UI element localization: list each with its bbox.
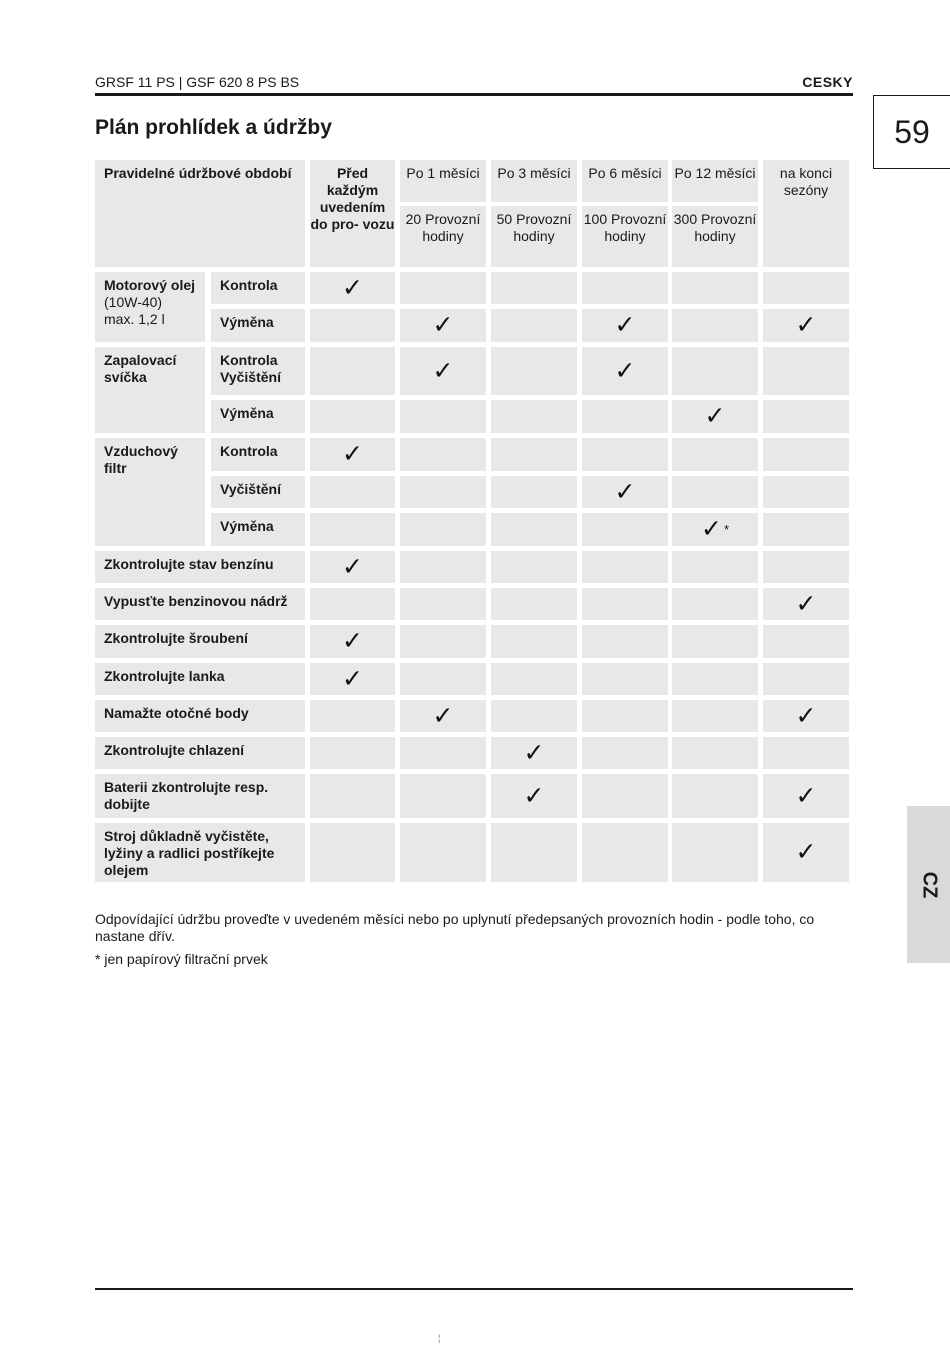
before-use-header: Před každým uvedením do pro- vozu — [310, 160, 395, 267]
check-icon: ✓ — [795, 838, 817, 866]
schedule-cell — [763, 737, 849, 769]
schedule-cell — [582, 551, 668, 583]
col-hours-header: 50 Provozní hodiny — [491, 206, 577, 267]
schedule-cell — [763, 309, 849, 342]
schedule-cell — [400, 438, 486, 471]
schedule-cell — [400, 347, 486, 395]
col-months-header: Po 6 měsíci — [582, 160, 668, 202]
row-label: Stroj důkladně vyčistěte, lyžiny a radlici postříkejte olejem — [95, 823, 305, 882]
schedule-cell — [310, 272, 395, 304]
schedule-cell — [491, 737, 577, 769]
schedule-cell — [491, 551, 577, 583]
schedule-cell — [582, 272, 668, 304]
row-label: Kontrola — [211, 272, 305, 304]
schedule-cell — [763, 774, 849, 818]
row-label: Výměna — [211, 400, 305, 433]
check-icon: ✓ — [795, 781, 817, 810]
schedule-cell — [672, 774, 758, 818]
header-model: GRSF 11 PS | GSF 620 8 PS BS — [95, 74, 300, 90]
schedule-cell — [672, 309, 758, 342]
header-language: CESKY — [802, 74, 853, 90]
schedule-cell — [310, 700, 395, 732]
check-icon: ✓ — [700, 515, 722, 543]
schedule-cell — [582, 625, 668, 658]
schedule-cell — [672, 438, 758, 471]
schedule-cell — [400, 588, 486, 620]
schedule-cell — [672, 272, 758, 304]
schedule-cell — [310, 551, 395, 583]
schedule-cell — [491, 400, 577, 433]
language-code: CZ — [918, 871, 940, 898]
schedule-cell — [400, 737, 486, 769]
check-icon: ✓ — [342, 664, 363, 693]
schedule-cell — [491, 588, 577, 620]
schedule-cell — [400, 700, 486, 732]
schedule-cell — [763, 588, 849, 620]
schedule-cell — [672, 551, 758, 583]
schedule-cell — [763, 625, 849, 658]
header-rule — [95, 93, 853, 96]
footnote: * jen papírový filtrační prvek — [95, 951, 268, 967]
schedule-cell — [400, 476, 486, 508]
schedule-cell — [672, 513, 758, 546]
group-air-filter: Vzduchový filtr — [95, 438, 205, 546]
row-label: Výměna — [211, 309, 305, 342]
schedule-cell — [763, 400, 849, 433]
schedule-cell — [582, 438, 668, 471]
schedule-cell — [763, 513, 849, 546]
schedule-cell — [763, 700, 849, 732]
schedule-cell — [400, 663, 486, 695]
schedule-cell — [491, 625, 577, 658]
check-icon: ✓ — [342, 627, 363, 655]
schedule-cell — [582, 476, 668, 508]
schedule-cell — [491, 823, 577, 882]
season-end-header: na konci sezóny — [763, 160, 849, 267]
schedule-cell — [672, 823, 758, 882]
schedule-cell — [400, 551, 486, 583]
group-spark-plug: Zapalovací svíčka — [95, 347, 205, 433]
schedule-cell — [491, 272, 577, 304]
schedule-cell — [672, 700, 758, 732]
check-icon: ✓ — [795, 311, 817, 339]
schedule-cell — [310, 438, 395, 471]
schedule-cell — [672, 588, 758, 620]
row-label: Zkontrolujte stav benzínu — [95, 551, 305, 583]
check-icon: ✓ — [342, 552, 363, 581]
schedule-cell — [310, 823, 395, 882]
schedule-cell — [310, 737, 395, 769]
schedule-cell — [582, 588, 668, 620]
schedule-cell — [763, 347, 849, 395]
check-icon: ✓ — [704, 402, 726, 430]
schedule-cell — [582, 513, 668, 546]
check-icon: ✓ — [432, 701, 454, 730]
schedule-cell — [672, 347, 758, 395]
row-label: Vypusťte benzinovou nádrž — [95, 588, 305, 620]
schedule-cell — [310, 588, 395, 620]
schedule-cell — [582, 737, 668, 769]
col-hours-header: 100 Provozní hodiny — [582, 206, 668, 267]
row-label-line: Vyčištění — [220, 369, 281, 385]
check-icon: ✓ — [795, 701, 817, 730]
schedule-cell — [763, 272, 849, 304]
schedule-cell — [763, 551, 849, 583]
schedule-cell — [310, 309, 395, 342]
schedule-cell — [310, 625, 395, 658]
check-icon: ✓ — [614, 356, 636, 385]
schedule-cell — [672, 737, 758, 769]
schedule-cell — [491, 700, 577, 732]
schedule-cell — [310, 774, 395, 818]
row-label: Výměna — [211, 513, 305, 546]
schedule-cell — [491, 476, 577, 508]
row-label: Zkontrolujte lanka — [95, 663, 305, 695]
schedule-cell — [400, 309, 486, 342]
maintenance-note: Odpovídající údržbu proveďte v uvedeném měsíci nebo po uplynutí předepsaných provozních hodin - podle toho, co nastane dřív. — [95, 911, 815, 944]
page-number: 59 — [873, 95, 950, 169]
schedule-cell — [400, 823, 486, 882]
schedule-cell — [582, 663, 668, 695]
schedule-cell — [310, 400, 395, 433]
schedule-cell — [582, 309, 668, 342]
group-name: Motorový olej — [104, 277, 196, 293]
footer-rule — [95, 1288, 853, 1290]
schedule-cell — [763, 438, 849, 471]
check-icon: ✓ — [523, 738, 545, 767]
row-label-line: Kontrola — [220, 352, 278, 368]
schedule-cell — [582, 347, 668, 395]
check-icon: ✓ — [614, 311, 636, 339]
row-label: Baterii zkontrolujte resp. dobijte — [95, 774, 305, 818]
schedule-cell — [310, 663, 395, 695]
schedule-cell — [672, 625, 758, 658]
check-icon: ✓ — [523, 781, 545, 810]
schedule-cell — [491, 663, 577, 695]
schedule-cell — [491, 309, 577, 342]
schedule-cell — [310, 476, 395, 508]
row-label: Namažte otočné body — [95, 700, 305, 732]
schedule-cell — [400, 513, 486, 546]
row-label: Vyčištění — [211, 476, 305, 508]
schedule-cell — [763, 823, 849, 882]
schedule-cell — [491, 513, 577, 546]
schedule-cell — [400, 625, 486, 658]
col-months-header: Po 1 měsíci — [400, 160, 486, 202]
schedule-cell — [672, 476, 758, 508]
check-icon: ✓ — [342, 273, 363, 302]
schedule-cell — [491, 774, 577, 818]
check-icon: ✓ — [342, 440, 363, 468]
schedule-cell — [491, 438, 577, 471]
schedule-cell — [582, 823, 668, 882]
group-motor-oil — [95, 272, 205, 342]
group-sub: (10W-40) max. 1,2 l — [104, 294, 165, 327]
schedule-cell — [582, 400, 668, 433]
col-hours-header: 20 Provozní hodiny — [400, 206, 486, 267]
schedule-cell — [672, 400, 758, 433]
schedule-cell — [763, 476, 849, 508]
language-side-tab — [907, 806, 950, 963]
check-icon: ✓ — [614, 477, 636, 506]
row-label: Kontrola — [211, 438, 305, 471]
check-icon: ✓ — [432, 356, 454, 385]
footer-mark: ¦ — [438, 1333, 441, 1343]
schedule-cell — [582, 700, 668, 732]
col-hours-header: 300 Provozní hodiny — [672, 206, 758, 267]
col-months-header: Po 3 měsíci — [491, 160, 577, 202]
schedule-cell — [582, 774, 668, 818]
schedule-cell — [400, 400, 486, 433]
schedule-cell — [763, 663, 849, 695]
schedule-cell — [672, 663, 758, 695]
row-label: Zkontrolujte chlazení — [95, 737, 305, 769]
schedule-cell — [400, 774, 486, 818]
row-label — [211, 347, 305, 395]
period-header: Pravidelné údržbové období — [95, 160, 305, 267]
schedule-cell — [310, 347, 395, 395]
check-icon: ✓ — [432, 311, 454, 339]
schedule-cell — [491, 347, 577, 395]
check-icon: ✓ — [795, 589, 817, 618]
row-label: Zkontrolujte šroubení — [95, 625, 305, 658]
footnote-marker: * — [723, 522, 729, 537]
page-title: Plán prohlídek a údržby — [95, 116, 332, 139]
schedule-cell — [400, 272, 486, 304]
schedule-cell — [310, 513, 395, 546]
col-months-header: Po 12 měsíci — [672, 160, 758, 202]
